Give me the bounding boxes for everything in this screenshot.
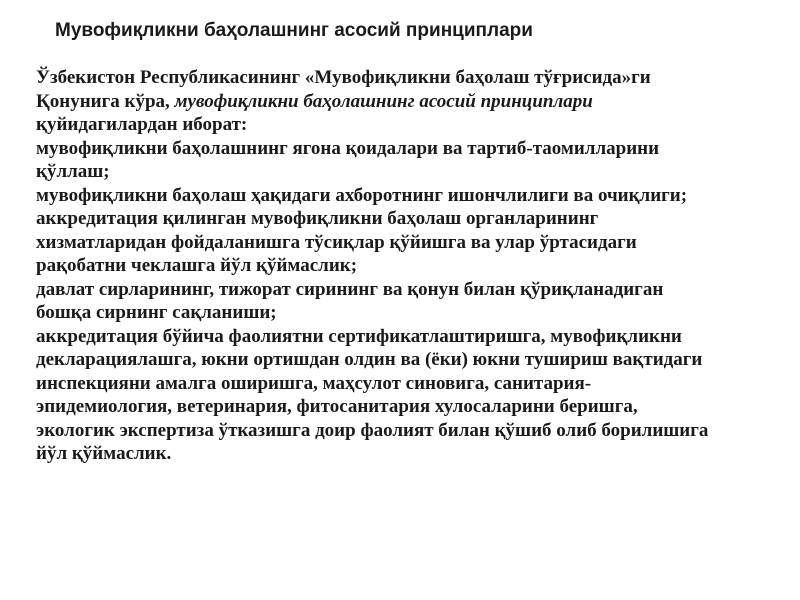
principle-line: рақобатни чеклашга йўл қўймаслик; bbox=[36, 255, 358, 276]
principle-line: эпидемиология, ветеринария, фитосанитария хулосаларини беришга, bbox=[36, 396, 638, 417]
principle-line: экологик экспертиза ўтказишга доир фаолият билан қўшиб олиб борилишига bbox=[36, 419, 709, 441]
principle-line: давлат сирларининг, тижорат сирининг ва қонун билан қўриқланадиган bbox=[36, 278, 664, 300]
principle-line: бошқа сирнинг сақланиши; bbox=[36, 302, 277, 323]
intro-line-2-normal: Қонунига кўра, bbox=[36, 90, 175, 112]
principle-line: мувофиқликни баҳолаш ҳақидаги ахборотнинг ишончлилиги ва очиқлиги; bbox=[36, 184, 688, 206]
principle-line: хизматларидан фойдаланишга тўсиқлар қўйишга ва улар ўртасидаги bbox=[36, 231, 637, 253]
principle-line: инспекцияни амалга оширишга, маҳсулот синовига, санитария- bbox=[36, 372, 592, 394]
principle-line: йўл қўймаслик. bbox=[36, 443, 172, 464]
principle-line: аккредитация бўйича фаолиятни сертификатлаштиришга, мувофиқликни bbox=[36, 325, 682, 347]
intro-line-1: Ўзбекистон Республикасининг «Мувофиқликни баҳолаш тўғрисида»ги bbox=[36, 67, 651, 88]
principle-line: мувофиқликни баҳолашнинг ягона қоидалари ва тартиб-таомилларини bbox=[36, 137, 660, 159]
intro-line-2 bbox=[36, 90, 776, 114]
intro-line-2-italic: мувофиқликни баҳолашнинг асосий принциплари bbox=[174, 90, 593, 112]
slide-title: Мувофиқликни баҳолашнинг асосий принциплари bbox=[55, 20, 533, 41]
principle-line: қўллаш; bbox=[36, 161, 110, 182]
body-text bbox=[36, 66, 776, 466]
principle-line: декларациялашга, юкни ортишдан олдин ва (ёки) юкни тушириш вақтидаги bbox=[36, 349, 703, 370]
principle-line: аккредитация қилинган мувофиқликни баҳолаш органларининг bbox=[36, 208, 599, 229]
intro-line-3: қуйидагилардан иборат: bbox=[36, 114, 248, 135]
